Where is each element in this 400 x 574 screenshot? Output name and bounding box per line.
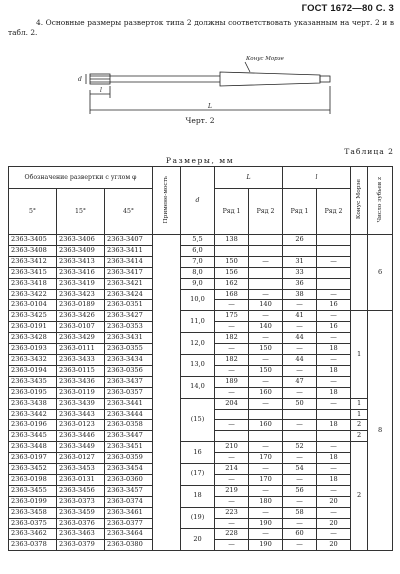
dim-cell: — [249, 311, 283, 322]
d-cell: 16 [181, 442, 215, 464]
designation-cell: 2363-0358 [105, 420, 153, 431]
dim-cell [249, 431, 283, 442]
dim-cell [215, 409, 249, 420]
table-row [9, 278, 393, 289]
dim-cell [215, 431, 249, 442]
designation-cell: 2363-0374 [105, 496, 153, 507]
dim-cell: 182 [215, 354, 249, 365]
angle45-header: 45° [105, 189, 153, 235]
designation-cell: 2363-3454 [105, 464, 153, 475]
designation-cell: 2363-0376 [57, 518, 105, 529]
dim-cell: 150 [249, 365, 283, 376]
dimensions-table [8, 166, 393, 551]
d-cell: (17) [181, 464, 215, 486]
designation-cell: 2363-3418 [9, 278, 57, 289]
dim-cell: 210 [215, 442, 249, 453]
dim-cell: — [283, 322, 317, 333]
morse-cell: 2 [351, 420, 368, 431]
dim-cell: — [215, 540, 249, 551]
L-row1-header: Ряд 1 [215, 189, 249, 235]
dim-cell: — [283, 365, 317, 376]
designation-cell: 2363-3432 [9, 354, 57, 365]
dim-cell: 204 [215, 398, 249, 409]
dim-cell: 18 [317, 365, 351, 376]
dim-cell: 168 [215, 289, 249, 300]
dim-cell: — [249, 398, 283, 409]
dim-l-label: l [100, 87, 102, 94]
dim-cell: — [317, 529, 351, 540]
designation-cell: 2363-3457 [105, 485, 153, 496]
designation-cell: 2363-0375 [9, 518, 57, 529]
designation-cell: 2363-3462 [9, 529, 57, 540]
d-cell: 9,0 [181, 278, 215, 289]
designation-cell: 2363-3407 [105, 235, 153, 246]
table-row [9, 267, 393, 278]
designation-cell: 2363-3438 [9, 398, 57, 409]
designation-cell: 2363-0191 [9, 322, 57, 333]
dim-cell: 160 [249, 387, 283, 398]
table-row [9, 311, 393, 322]
designation-cell: 2363-0357 [105, 387, 153, 398]
designation-cell: 2363-3417 [105, 267, 153, 278]
dim-cell [317, 267, 351, 278]
dim-cell: — [317, 442, 351, 453]
dim-cell: 175 [215, 311, 249, 322]
designation-cell: 2363-3412 [9, 256, 57, 267]
dim-cell: 223 [215, 507, 249, 518]
table-row [9, 333, 393, 344]
dim-cell: 56 [283, 485, 317, 496]
d-cell: 13,0 [181, 354, 215, 376]
designation-cell: 2363-0380 [105, 540, 153, 551]
table-row [9, 289, 393, 300]
d-cell: 10,0 [181, 289, 215, 311]
dim-cell: — [249, 289, 283, 300]
d-cell: (19) [181, 507, 215, 529]
L-header: L [215, 167, 283, 189]
dim-cell [283, 431, 317, 442]
designation-cell: 2363-3451 [105, 442, 153, 453]
d-cell: 5,5 [181, 235, 215, 246]
l-header: l [283, 167, 351, 189]
dim-cell: — [317, 464, 351, 475]
designation-cell: 2363-3449 [57, 442, 105, 453]
designation-cell: 2363-0107 [57, 322, 105, 333]
table-row [9, 235, 393, 246]
designation-cell: 2363-0123 [57, 420, 105, 431]
dim-cell: — [283, 518, 317, 529]
designation-cell: 2363-3414 [105, 256, 153, 267]
dim-cell: 190 [249, 540, 283, 551]
dim-cell: 20 [317, 518, 351, 529]
teeth-header: Число зубьев z [368, 167, 393, 235]
applicability-header: Примене-мость [153, 167, 181, 235]
dim-cell [317, 235, 351, 246]
dim-cell: — [215, 322, 249, 333]
angle15-header: 15° [57, 189, 105, 235]
designation-cell: 2363-0355 [105, 344, 153, 355]
dim-cell: 18 [317, 420, 351, 431]
designation-cell: 2363-0359 [105, 453, 153, 464]
designation-cell: 2363-3463 [57, 529, 105, 540]
dim-cell: — [215, 387, 249, 398]
designation-cell: 2363-3428 [9, 333, 57, 344]
dim-cell: 182 [215, 333, 249, 344]
dim-cell: 160 [249, 420, 283, 431]
designation-cell: 2363-3426 [57, 311, 105, 322]
designation-cell: 2363-3459 [57, 507, 105, 518]
designation-cell: 2363-3413 [57, 256, 105, 267]
designation-cell: 2363-0197 [9, 453, 57, 464]
designation-cell: 2363-3409 [57, 245, 105, 256]
designation-cell: 2363-0373 [57, 496, 105, 507]
dim-cell: — [317, 354, 351, 365]
dim-cell: 140 [249, 322, 283, 333]
dim-cell: 219 [215, 485, 249, 496]
designation-cell: 2363-3446 [57, 431, 105, 442]
designation-cell: 2363-3453 [57, 464, 105, 475]
dim-cell: — [317, 289, 351, 300]
morse-cell: 2 [351, 431, 368, 442]
designation-cell: 2363-3441 [105, 398, 153, 409]
figure-caption: Черт. 2 [185, 116, 215, 125]
designation-header: Обозначение развертки с углом φ [9, 167, 153, 189]
l-row1-header: Ряд 1 [283, 189, 317, 235]
dim-cell: 170 [249, 474, 283, 485]
dim-cell: — [317, 311, 351, 322]
dim-d-label: d [78, 76, 82, 83]
dim-cell: 140 [249, 300, 283, 311]
l-row2-header: Ряд 2 [317, 189, 351, 235]
dim-cell: 156 [215, 267, 249, 278]
designation-cell: 2363-0195 [9, 387, 57, 398]
teeth-cell: 8 [368, 311, 393, 551]
dim-cell: 214 [215, 464, 249, 475]
dim-cell: 18 [317, 453, 351, 464]
designation-cell: 2363-0194 [9, 365, 57, 376]
designation-cell: 2363-0193 [9, 344, 57, 355]
dim-cell: 20 [317, 540, 351, 551]
dim-cell [317, 278, 351, 289]
morse-cell: 1 [351, 311, 368, 398]
designation-cell: 2363-3437 [105, 376, 153, 387]
dim-cell: — [249, 333, 283, 344]
designation-cell: 2363-3445 [9, 431, 57, 442]
designation-cell: 2363-3464 [105, 529, 153, 540]
dim-cell: 190 [249, 518, 283, 529]
designation-cell: 2363-3436 [57, 376, 105, 387]
table-row [9, 464, 393, 475]
d-cell: 18 [181, 485, 215, 507]
designation-cell: 2363-0196 [9, 420, 57, 431]
dim-cell: 189 [215, 376, 249, 387]
dim-cell: 26 [283, 235, 317, 246]
morse-cell: 1 [351, 398, 368, 409]
dim-cell: — [283, 344, 317, 355]
designation-cell: 2363-0356 [105, 365, 153, 376]
dim-cell: 162 [215, 278, 249, 289]
designation-cell: 2363-0353 [105, 322, 153, 333]
designation-cell: 2363-3448 [9, 442, 57, 453]
designation-cell: 2363-0351 [105, 300, 153, 311]
dim-cell: 170 [249, 453, 283, 464]
designation-cell: 2363-3442 [9, 409, 57, 420]
dim-cell: 33 [283, 267, 317, 278]
table-row [9, 485, 393, 496]
dim-cell: 18 [317, 474, 351, 485]
table-row [9, 354, 393, 365]
dim-cell: — [249, 376, 283, 387]
designation-cell: 2363-0377 [105, 518, 153, 529]
dim-cell: 228 [215, 529, 249, 540]
d-cell: 12,0 [181, 333, 215, 355]
d-cell: 20 [181, 529, 215, 551]
dim-cell: — [317, 485, 351, 496]
dim-cell: 150 [215, 256, 249, 267]
dim-cell: 36 [283, 278, 317, 289]
designation-cell: 2363-0189 [57, 300, 105, 311]
d-header: d [181, 167, 215, 235]
dim-cell: — [215, 518, 249, 529]
dim-cell: — [215, 344, 249, 355]
dim-cell: 60 [283, 529, 317, 540]
designation-cell: 2363-3456 [57, 485, 105, 496]
dim-cell: — [249, 464, 283, 475]
dim-cell [249, 267, 283, 278]
designation-cell: 2363-3447 [105, 431, 153, 442]
morse-header: Конус Морзе [351, 167, 368, 235]
dim-cell: 50 [283, 398, 317, 409]
d-cell: 8,0 [181, 267, 215, 278]
designation-cell: 2363-0378 [9, 540, 57, 551]
designation-cell: 2363-3408 [9, 245, 57, 256]
designation-cell: 2363-3444 [105, 409, 153, 420]
morse-taper-shank [220, 72, 320, 86]
dim-cell: — [249, 529, 283, 540]
dim-cell [283, 409, 317, 420]
dim-cell: 18 [317, 344, 351, 355]
designation-cell: 2363-3419 [57, 278, 105, 289]
dim-cell [283, 245, 317, 256]
designation-cell: 2363-3422 [9, 289, 57, 300]
dim-cell: 54 [283, 464, 317, 475]
dim-cell: — [215, 453, 249, 464]
designation-cell: 2363-3415 [9, 267, 57, 278]
dim-cell [249, 409, 283, 420]
d-cell: 11,0 [181, 311, 215, 333]
table-row [9, 256, 393, 267]
designation-cell: 2363-0119 [57, 387, 105, 398]
dim-cell [249, 278, 283, 289]
dim-cell: — [317, 398, 351, 409]
dim-cell: 180 [249, 496, 283, 507]
dim-cell: — [283, 474, 317, 485]
applicability-cell [153, 235, 181, 551]
dim-cell: — [215, 300, 249, 311]
table-row [9, 376, 393, 387]
dim-cell: 38 [283, 289, 317, 300]
units-caption: Размеры, мм [165, 156, 235, 165]
designation-cell: 2363-0198 [9, 474, 57, 485]
table-body [9, 235, 393, 551]
table-row [9, 245, 393, 256]
d-cell: 6,0 [181, 245, 215, 256]
dim-cell: — [317, 507, 351, 518]
dim-cell: 44 [283, 333, 317, 344]
dim-cell: 31 [283, 256, 317, 267]
designation-cell: 2363-0111 [57, 344, 105, 355]
dim-cell: 44 [283, 354, 317, 365]
dim-cell [317, 409, 351, 420]
dim-cell: — [249, 442, 283, 453]
designation-cell: 2363-3434 [105, 354, 153, 365]
designation-cell: 2363-3461 [105, 507, 153, 518]
designation-cell: 2363-0199 [9, 496, 57, 507]
designation-cell: 2363-3455 [9, 485, 57, 496]
dim-cell: — [317, 333, 351, 344]
designation-cell: 2363-3431 [105, 333, 153, 344]
dim-cell [249, 235, 283, 246]
table-caption: Таблица 2 [344, 147, 394, 156]
dim-cell: 18 [317, 387, 351, 398]
designation-cell: 2363-0115 [57, 365, 105, 376]
dim-cell: — [249, 485, 283, 496]
d-cell: 14,0 [181, 376, 215, 398]
dim-cell [215, 245, 249, 256]
dim-cell: 138 [215, 235, 249, 246]
table-row [9, 398, 393, 409]
dim-cell: — [249, 507, 283, 518]
morse-cell [351, 235, 368, 311]
designation-cell: 2363-3406 [57, 235, 105, 246]
dim-cell: 58 [283, 507, 317, 518]
table-row [9, 529, 393, 540]
dim-cell: — [215, 496, 249, 507]
dim-cell: 41 [283, 311, 317, 322]
dim-cell: — [283, 387, 317, 398]
dim-L-label: L [208, 103, 212, 110]
designation-cell: 2363-3411 [105, 245, 153, 256]
dim-cell: — [283, 300, 317, 311]
designation-cell: 2363-3439 [57, 398, 105, 409]
dim-cell: — [283, 453, 317, 464]
dim-cell: 16 [317, 300, 351, 311]
dim-cell: — [317, 376, 351, 387]
designation-cell: 2363-3421 [105, 278, 153, 289]
designation-cell: 2363-3443 [57, 409, 105, 420]
designation-cell: 2363-3433 [57, 354, 105, 365]
dim-cell: — [283, 496, 317, 507]
dim-cell [249, 245, 283, 256]
morse-cell: 2 [351, 442, 368, 551]
morse-cell: 1 [351, 409, 368, 420]
dim-cell: — [249, 256, 283, 267]
designation-cell: 2363-3427 [105, 311, 153, 322]
dim-cell: — [249, 354, 283, 365]
teeth-cell: 6 [368, 235, 393, 311]
designation-cell: 2363-3424 [105, 289, 153, 300]
intro-paragraph: 4. Основные размеры разверток типа 2 должны соответствовать указанным на черт. 2 и в табл. 2. [8, 18, 394, 37]
dim-cell: — [215, 474, 249, 485]
angle5-header: 5° [9, 189, 57, 235]
designation-cell: 2363-3405 [9, 235, 57, 246]
dim-cell: 16 [317, 322, 351, 333]
table-row [9, 442, 393, 453]
designation-cell: 2363-0127 [57, 453, 105, 464]
dim-cell: 150 [249, 344, 283, 355]
dim-cell: — [215, 365, 249, 376]
dim-cell: 52 [283, 442, 317, 453]
dim-cell: 20 [317, 496, 351, 507]
L-row2-header: Ряд 2 [249, 189, 283, 235]
standard-header: ГОСТ 1672—80 С. 3 [301, 3, 394, 14]
dim-cell: 47 [283, 376, 317, 387]
morse-taper-label: Конус Морзе [246, 56, 284, 62]
d-cell: 7,0 [181, 256, 215, 267]
designation-cell: 2363-3425 [9, 311, 57, 322]
d-cell: (15) [181, 398, 215, 442]
table-row [9, 507, 393, 518]
dim-cell: — [215, 420, 249, 431]
dim-cell: — [283, 420, 317, 431]
dim-cell: — [283, 540, 317, 551]
designation-cell: 2363-3452 [9, 464, 57, 475]
dim-cell [317, 245, 351, 256]
designation-cell: 2363-3429 [57, 333, 105, 344]
designation-cell: 2363-3458 [9, 507, 57, 518]
designation-cell: 2363-0104 [9, 300, 57, 311]
designation-cell: 2363-3435 [9, 376, 57, 387]
dim-cell: — [317, 256, 351, 267]
designation-cell: 2363-0131 [57, 474, 105, 485]
dim-cell [317, 431, 351, 442]
designation-cell: 2363-0379 [57, 540, 105, 551]
designation-cell: 2363-3423 [57, 289, 105, 300]
designation-cell: 2363-3416 [57, 267, 105, 278]
designation-cell: 2363-0360 [105, 474, 153, 485]
